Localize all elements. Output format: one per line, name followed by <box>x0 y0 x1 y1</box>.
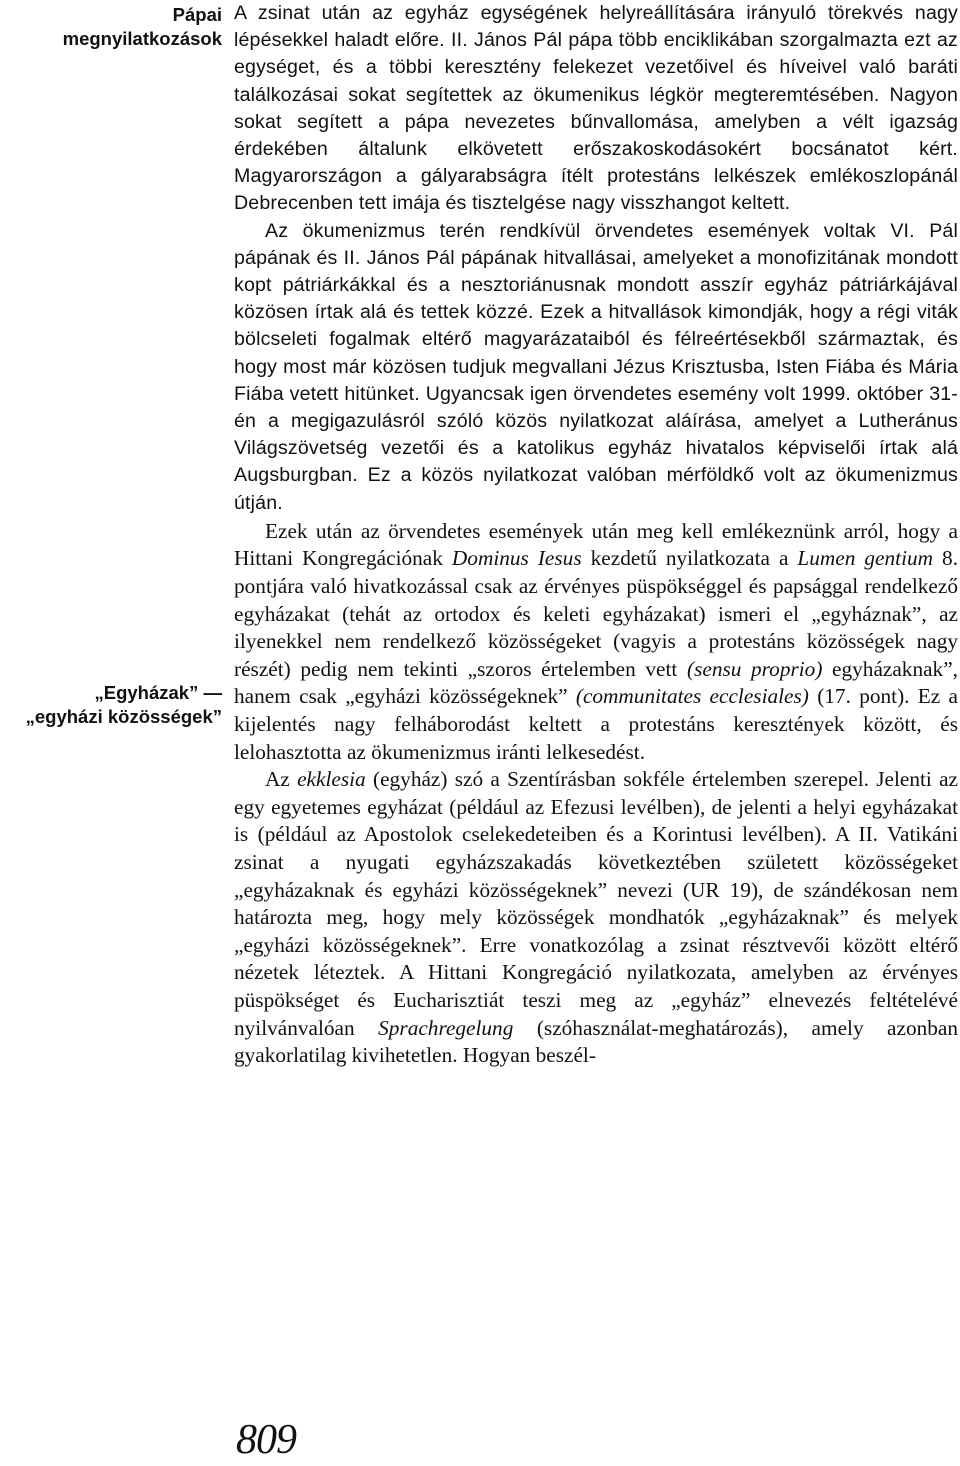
text-run: (szóhasználat-meghatározás), amely azonban gyakorlatilag kivihetetlen. Hogyan beszél- <box>234 1015 958 1068</box>
margin-note-line: „Egyházak” — <box>94 682 222 703</box>
margin-note-line: megnyilatkozások <box>62 28 222 49</box>
main-text-column <box>234 0 958 1070</box>
paragraph: Az ökumenizmus terén rendkívül örvendetes események voltak VI. Pál pápának és II. János Pál pápának hitvallásai, amelyeket a monofizitának mondott kopt pátriárkákkal és a nesztoriánusnak mondott asszír egyház pátriárkájával közösen írtak alá és tettek közzé. Ezek a hitvallások kimondják, hogy a régi viták bölcseleti fogalmak eltérő magyarázataiból és félreértésekből származtak, és hogy most már közösen tudjuk megvallani Jézus Krisztusba, Isten Fiába és Mária Fiába vetett hitünket. Ugyancsak igen örvendetes esemény volt 1999. október 31-én a megigazulásról szóló közös nyilatkozat aláírása, amelyet a Lutheránus Világszövetség vezetői és a katolikus egyház hivatalos képviselői írtak alá Augsburgban. Ez a közös nyilatkozat valóban mérföldkő volt az ökumenizmus útján. <box>234 219 958 514</box>
paragraph: A zsinat után az egyház egységének helyreállítására irányuló törekvés nagy lépésekkel haladt előre. II. János Pál pápa több enciklikában szorgalmazta ezt az egységet, és a többi keresztény felekezet vezetőivel és híveivel való baráti találkozásai sokat segítettek az ökumenikus légkör megteremtésében. Nagyon sokat segített a pápa nevezetes bűnvallomása, amelyben a vélt igazság érdekében általunk elkövetett erőszakoskodásokért bocsánatot kért. Magyarországon a gályarabságra ítélt protestáns lelkészek emlékoszlopánál Debrecenben tett imája és tisztelgése nagy visszhangot keltett. <box>234 2 958 215</box>
margin-note-churches <box>0 681 222 729</box>
italic-text: Sprachregelung <box>378 1015 514 1040</box>
italic-text: (sensu proprio) <box>686 656 823 681</box>
italic-text: ekklesia <box>297 767 366 792</box>
italic-text: (communitates ecclesiales) <box>575 684 809 709</box>
text-run: Ezek után az örvendetes események után meg kell emlékeznünk arról, hogy a Hittani Kongregációnak <box>234 518 958 571</box>
margin-note-line: „egyházi közösségek” <box>25 706 222 727</box>
text-run: (egyház) szó a Szentírásban sokféle értelemben szerepel. Jelenti az egy egyetemes egyházat (például az Efezusi levélben), de jelenti a helyi egyházakat is (például az Apostolok cselekedeteiben és a Korintusi levélben). A II. Vatikáni zsinat a nyugati egyházszakadás következtében született közösségeket „egyházaknak és egyházi közösségeknek” nevezi (UR 19), de szándékosan nem határozta meg, hogy mely közösségek mondhatók „egyházaknak” és melyek „egyházi közösségeknek”. Erre vonatkozólag a zsinat résztvevői között eltérő nézetek léteztek. A Hittani Kongregáció nyilatkozata, amelyben az érvényes püspökséget és Eucharisztiát teszi meg az „egyház” elnevezés feltételévé nyilvánvalóan <box>234 767 958 1040</box>
text-run: egyházaknak”, hanem csak „egyházi közösségeknek” <box>234 656 958 709</box>
italic-text: Lumen gentium <box>797 546 934 571</box>
text-run: 8. pontjára való hivatkozással csak az érvényes püspökséggel és papsággal rendelkező egyházakat (tehát az ortodox és keleti egyházakat) ismeri el „egyháznak”, az ilyenekkel nem rendelkező közösségeket (vagyis a protestáns közösségek nagy részét) pedig nem tekinti „szoros értelemben vett <box>234 546 959 681</box>
paragraph <box>234 518 958 766</box>
paragraph <box>234 766 958 1070</box>
italic-text: Dominus Iesus <box>451 546 582 571</box>
page-number: 809 <box>236 1417 296 1463</box>
text-run: kezdetű nyilatkozata a <box>581 546 798 571</box>
margin-note-papal-statements <box>0 3 222 51</box>
text-run: Az <box>265 767 298 792</box>
margin-note-line: Pápai <box>172 4 222 25</box>
text-run: (17. pont). Ez a kijelentés nagy felháborodást keltett a protestáns keresztények között, és lelohasztotta az ökumenizmus iránti lelkesedést. <box>234 684 958 764</box>
